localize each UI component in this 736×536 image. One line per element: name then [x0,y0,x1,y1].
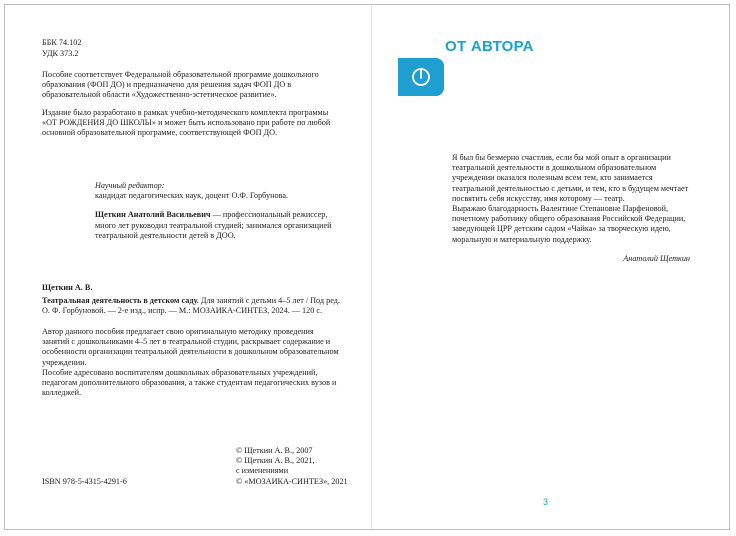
editor-value: кандидат педагогических наук, доцент О.Ф. Горбунова. [95,191,289,201]
program-compliance-text: Пособие соответствует Федеральной образовательной программе дошкольного образования (ФОП ДО) и предназначено для решения задач ФОП ДО в образовательной области «Художественно-эстетическое развитие». [42,70,319,100]
heading-tab [398,58,444,96]
copyright-line: © «МОЗАИКА-СИНТЕЗ», 2021 [236,476,348,486]
program-usage-text: Издание было разработано в рамках учебно-методического комплекта программы «ОТ РОЖДЕНИЯ ДО ШКОЛЫ» и может быть использовано при работе по любой основной образовательной программе, соответствующей ФОП ДО. [42,108,331,138]
editor-block [95,181,345,241]
editor-label: Научный редактор: [95,181,165,190]
author-foreword [452,153,697,245]
book-details: Для занятий с детьми 4–5 лет / Под ред. О. Ф. Горбуновой. — 2-е изд., испр. — М.: МОЗАИКА-СИНТЕЗ, 2024. — 120 с. [42,296,340,316]
foreword-paragraph-1: Я был бы безмерно счастлив, если бы мой опыт в организации театральной деятельности в дошкольном образовательном учреждении оказался полезным всем тем, кто занимается театральной деятельностью с детьми, и тем, кто в будущем мечтает посвятить себя искусству, имя которому — театр. [452,153,689,203]
author-bio [95,210,345,241]
book-title: Театральная деятельность в детском саду. [42,296,199,305]
section-heading: ОТ АВТОРА [445,38,534,55]
annotation-paragraph-1: Автор данного пособия предлагает свою оригинальную методику проведения занятий с дошкольниками 4–5 лет в театральной студии, раскрывает содержание и особенности организации театральной деятельности в дошкольном образовательном учреждении. [42,327,339,367]
power-icon [411,67,431,87]
book-description [42,296,342,316]
author-signature: Анатолий Щеткин [623,254,690,263]
bbk-code: ББК 74.102 [42,38,82,47]
isbn: ISBN 978-5-4315-4291-6 [42,477,127,486]
copyright-block [236,446,376,487]
copyright-line: с изменениями [236,466,289,476]
author-bio-text: — профессиональный режиссер, много лет руководил театральной студией; занимался организацией театральной деятельности детей в ДОО. [95,210,332,240]
author-bio-name: Щеткин Анатолий Васильевич [95,210,211,220]
foreword-paragraph-2: Выражаю благодарность Валентине Степановне Парфеновой, почетному работнику общего образования Российской Федерации, заведующей ЦРР детским садом «Чайка» за творческую идею, моральную и материальную поддержку. [452,204,686,244]
copyright-line: © Щеткин А. В., 2021, [236,456,315,466]
page-number: 3 [543,497,549,507]
copyright-line: © Щеткин А. В., 2007 [236,446,313,455]
author-heading: Щеткин А. В. [42,283,93,292]
classification-block [42,38,81,59]
udk-code: УДК 373.2 [42,48,79,58]
annotation-paragraph-2: Пособие адресовано воспитателям дошкольных образовательных учреждений, педагогам дополнительного образования, а также студентам педагогических вузов и колледжей. [42,368,337,398]
